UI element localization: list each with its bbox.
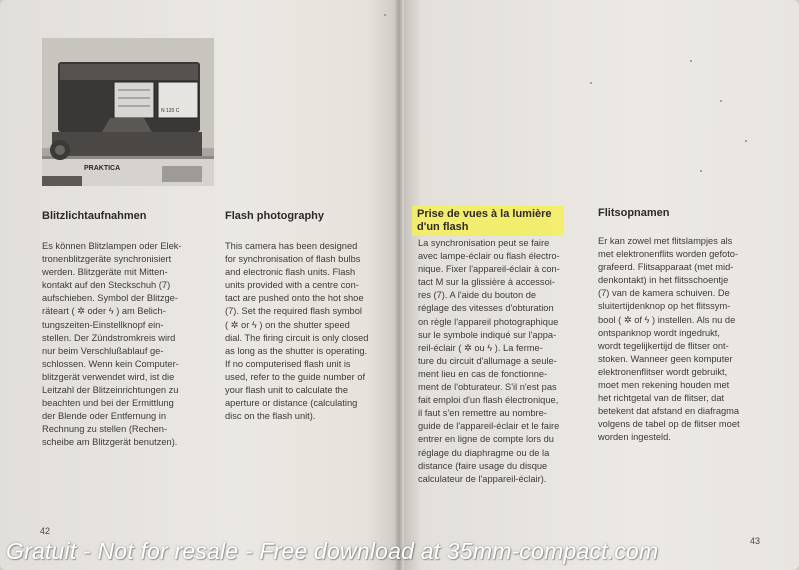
text-line: moet men rekening houden met (598, 380, 730, 391)
text-line: tungszeiten-Einstellknopf ein- (42, 319, 164, 330)
text-line: schlossen. Wenn kein Computer- (42, 358, 179, 369)
text-line: La synchronisation peut se faire (418, 238, 550, 248)
page-number-left: 42 (40, 526, 51, 536)
text-line: der Blende oder Entfernung in (42, 411, 167, 422)
text-line: aperture or distance (calculating (225, 398, 358, 409)
scan-speck (590, 82, 592, 84)
text-line: disc on the flash unit). (225, 411, 316, 422)
heading-french (417, 208, 552, 234)
french-text-column (418, 237, 580, 486)
text-line: wordt tegelijkertijd de flitser ont- (598, 340, 729, 351)
text-line: blitzgerät verwendet wird, ist die (42, 371, 175, 382)
flash-model-text: N 120 C (161, 108, 180, 114)
camera-flash-photo (42, 38, 214, 186)
text-line: as long as the shutter is operating. (225, 345, 368, 356)
scan-speck (700, 170, 702, 172)
text-line: het richtgetal van de flitser, dat (598, 393, 725, 404)
text-line: This camera has been designed (225, 241, 358, 251)
text-line: elektronenflitser wordt gebruikt, (598, 366, 728, 377)
text-line: guide de l'appareil-éclair et le faire (418, 421, 560, 432)
text-line: Rechnung zu stellen (Rechen- (42, 424, 168, 435)
text-line: reil-éclair ( ✲ ou ϟ ). La ferme- (418, 342, 543, 353)
text-line: worden ingesteld. (598, 432, 671, 443)
text-line: Er kan zowel met flitslampjes als (598, 236, 733, 246)
text-line: ( ✲ or ϟ ) on the shutter speed (225, 319, 350, 330)
text-line: used, refer to the guide number of (225, 371, 366, 382)
text-line: and electronic flash units. Flash (225, 267, 356, 278)
text-line: Es können Blitzlampen oder Elek- (42, 241, 182, 251)
english-text-column (225, 240, 389, 423)
text-line: aufschieben. Symbol der Blitzge- (42, 293, 178, 304)
text-line: sluitertijdenknop op het flitssym- (598, 301, 731, 312)
text-line: your flash unit to calculate the (225, 385, 348, 396)
book-gutter (394, 0, 404, 570)
text-line: ment lieu en cas de fonctionne- (418, 368, 548, 379)
text-line: kontakt auf den Steckschuh (7) (42, 280, 171, 291)
text-line: calculateur de l'appareil-éclair). (418, 473, 547, 484)
text-line: distance (faire usage du disque (418, 460, 548, 471)
dutch-text-column (598, 235, 762, 445)
scan-speck (384, 14, 386, 16)
heading-german: Blitzlichtaufnahmen (42, 210, 147, 222)
text-line: il faut s'en remettre au nombre- (418, 408, 547, 419)
heading-french-line2: d'un flash (417, 221, 469, 233)
text-line: ment de l'obturateur. S'il n'est pas (418, 382, 557, 393)
text-line: on règle l'appareil photographique (418, 316, 559, 327)
text-line: Leitzahl der Blitzeinrichtungen zu (42, 385, 179, 396)
text-line: bool ( ✲ of ϟ ) instellen. Als nu de (598, 314, 736, 325)
german-text-column (42, 240, 206, 450)
text-line: (7) van de kamera schuiven. De (598, 288, 730, 299)
text-line: met elektronenflits worden gefoto- (598, 249, 739, 260)
text-line: entrer en ligne de compte lors du (418, 434, 554, 445)
text-line: units provided with a centre con- (225, 280, 359, 291)
text-line: beachten und bei der Ermittlung (42, 398, 174, 409)
text-line: ontspanknop wordt ingedrukt, (598, 327, 720, 338)
camera-brand-text: PRAKTICA (84, 165, 121, 172)
heading-english: Flash photography (225, 210, 324, 222)
heading-french-line1: Prise de vues à la lumière (417, 208, 552, 220)
text-line: (7). Set the required flash symbol (225, 306, 362, 317)
text-line: denkontakt) in het flitsschoentje (598, 275, 729, 286)
scan-speck (720, 100, 722, 102)
text-line: betekent dat afstand en diafragma (598, 406, 740, 417)
scan-speck (745, 140, 747, 142)
text-line: res (7). A l'aide du bouton de (418, 290, 537, 301)
text-line: If no computerised flash unit is (225, 358, 351, 369)
text-line: avec lampe-éclair ou flash électro- (418, 251, 560, 262)
text-line: réglage des vitesses d'obturation (418, 303, 554, 314)
text-line: sur le symbole indiqué sur l'appa- (418, 329, 557, 340)
text-line: räteart ( ✲ oder ϟ ) am Belich- (42, 306, 166, 317)
text-line: réglage du diaphragme ou de la (418, 447, 550, 458)
text-line: dial. The firing circuit is only closed (225, 332, 369, 343)
scan-speck (690, 60, 692, 62)
text-line: tronenblitzgeräte synchronisiert (42, 254, 172, 265)
text-line: nur beim Verschlußablauf ge- (42, 345, 164, 356)
text-line: scheibe am Blitzgerät benutzen). (42, 437, 178, 448)
text-line: werden. Blitzgeräte mit Mitten- (42, 267, 168, 278)
text-line: tact are pushed onto the hot shoe (225, 293, 364, 304)
text-line: fait emploi d'un flash électronique, (418, 395, 559, 406)
page-number-right: 43 (750, 536, 761, 546)
text-line: stoken. Wanneer geen komputer (598, 353, 733, 364)
text-line: for synchronisation of flash bulbs (225, 254, 361, 265)
text-line: grafeerd. Flitsapparaat (met mid- (598, 262, 734, 273)
text-line: volgens de tabel op de flitser moet (598, 419, 740, 430)
heading-dutch: Flitsopnamen (598, 207, 670, 219)
text-line: tact M sur la glissière à accessoi- (418, 277, 555, 288)
watermark-text: Gratuit - Not for resale - Free download at 35mm-compact.com (6, 538, 659, 564)
text-line: ture du circuit d'allumage a seule- (418, 355, 557, 366)
text-line: stellen. Der Zündstromkreis wird (42, 332, 176, 343)
text-line: nique. Fixer l'appareil-éclair à con- (418, 264, 560, 275)
